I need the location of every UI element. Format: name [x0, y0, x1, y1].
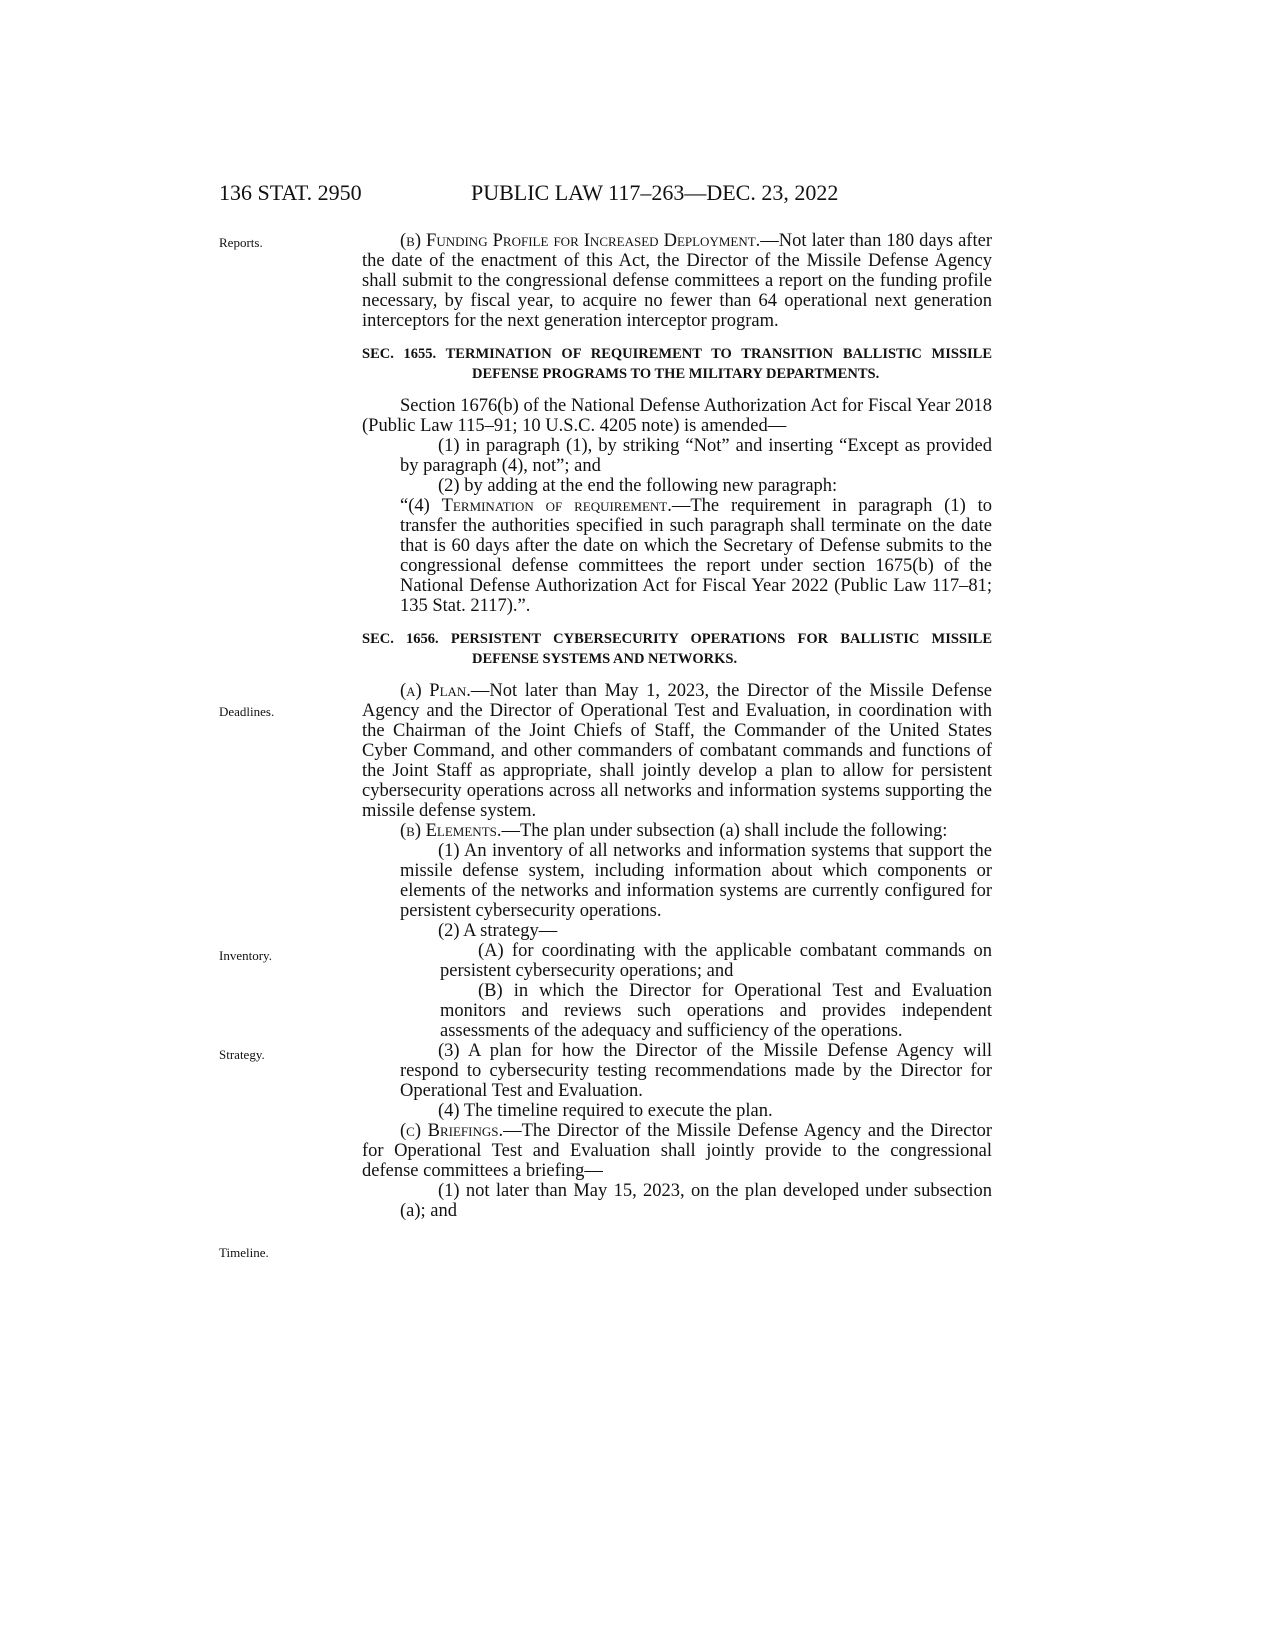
section-heading-1656: SEC. 1656. PERSISTENT CYBERSECURITY OPERATIONS FOR BALLISTIC MISSILE DEFENSE SYSTEMS AND NETWORKS. [362, 631, 992, 667]
paragraph-heading: Termination of requirement. [441, 496, 672, 516]
s1655-item-2: (2) by adding at the end the following new paragraph: [438, 476, 838, 496]
s1656-b-item-2a: (A) for coordinating with the applicable combatant commands on persistent cybersecurity operations; and [440, 941, 992, 981]
s1656-b-item-1: (1) An inventory of all networks and information systems that support the missile defense system, including information about which components or elements of the networks and information systems are currently configured for persistent cybersecurity operations. [400, 841, 992, 921]
margin-note-inventory: Inventory. [219, 948, 272, 963]
paragraph-heading: (b) Elements. [400, 821, 502, 841]
s1656-c-briefings: (c) Briefings.—The Director of the Missile Defense Agency and the Director for Operational Test and Evaluation shall jointly provide to the congressional defense committees a briefing— [362, 1121, 992, 1181]
running-header: PUBLIC LAW 117–263—DEC. 23, 2022 [471, 180, 839, 205]
statute-page-number: 136 STAT. 2950 [219, 180, 362, 205]
section-heading-1655: SEC. 1655. TERMINATION OF REQUIREMENT TO TRANSITION BALLISTIC MISSILE DEFENSE PROGRAMS TO THE MILITARY DEPARTMENTS. [362, 346, 992, 382]
s1656-c-item-1: (1) not later than May 15, 2023, on the plan developed under subsection (a); and [400, 1181, 992, 1221]
body-text [362, 231, 992, 1221]
s1655-intro: Section 1676(b) of the National Defense Authorization Act for Fiscal Year 2018 (Public Law 115–91; 10 U.S.C. 4205 note) is amended— [362, 396, 992, 436]
s1656-b-item-2b: (B) in which the Director for Operational Test and Evaluation monitors and reviews such operations and provides independent assessments of the adequacy and sufficiency of the operations. [440, 981, 992, 1041]
margin-note-timeline: Timeline. [219, 1245, 269, 1260]
s1655-quoted-paragraph: “(4) Termination of requirement.—The requirement in paragraph (1) to transfer the authorities specified in such paragraph shall terminate on the date that is 60 days after the date on which the Secretary of Defense submits to the congressional defense committees the report under section 1675(b) of the National Defense Authorization Act for Fiscal Year 2022 (Public Law 117–81; 135 Stat. 2117).”. [400, 496, 992, 616]
paragraph-heading: (b) Funding Profile for Increased Deployment. [400, 231, 761, 251]
margin-note-strategy: Strategy. [219, 1047, 265, 1062]
s1656-b-item-4: (4) The timeline required to execute the plan. [438, 1101, 773, 1121]
s1656-a-plan: (a) Plan.—Not later than May 1, 2023, the Director of the Missile Defense Agency and the Director of Operational Test and Evaluation, in coordination with the Chairman of the Joint Chiefs of Staff, the Commander of the United States Cyber Command, and other commanders of combatant commands and functions of the Joint Staff as appropriate, shall jointly develop a plan to allow for persistent cybersecurity operations across all networks and information systems supporting the missile defense system. [362, 681, 992, 821]
margin-note-deadlines: Deadlines. [219, 704, 275, 719]
paragraph-heading: (c) Briefings. [400, 1121, 504, 1141]
paragraph-heading: (a) Plan. [400, 681, 471, 701]
margin-note-reports: Reports. [219, 235, 263, 250]
paragraph-b-funding: (b) Funding Profile for Increased Deployment.—Not later than 180 days after the date of the enactment of this Act, the Director of the Missile Defense Agency shall submit to the congressional defense committees a report on the funding profile necessary, by fiscal year, to acquire no fewer than 64 operational next generation interceptors for the next generation interceptor program. [362, 231, 992, 331]
s1656-b-elements: (b) Elements.—The plan under subsection (a) shall include the following: [400, 821, 948, 841]
s1655-item-1: (1) in paragraph (1), by striking “Not” and inserting “Except as provided by paragraph (4), not”; and [400, 436, 992, 476]
s1656-b-item-2: (2) A strategy— [438, 921, 558, 941]
s1656-b-item-3: (3) A plan for how the Director of the Missile Defense Agency will respond to cybersecurity testing recommendations made by the Director for Operational Test and Evaluation. [400, 1041, 992, 1101]
